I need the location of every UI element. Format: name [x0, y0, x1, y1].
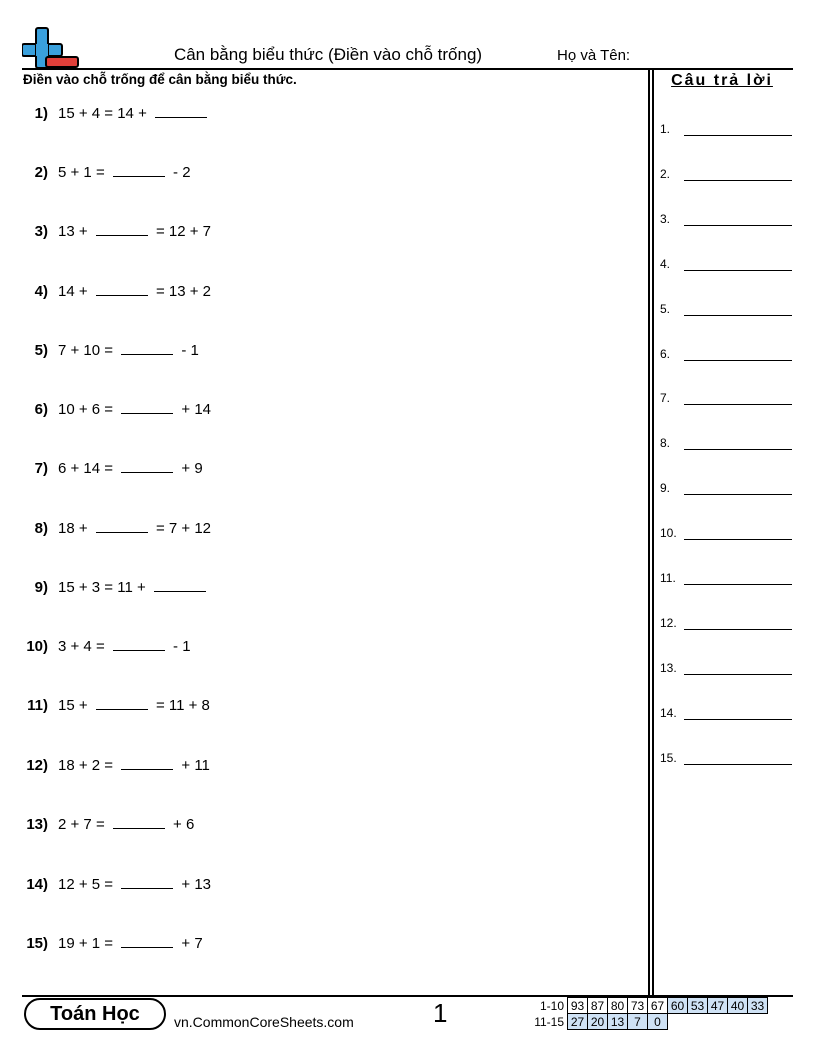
answer-number: 13.	[660, 660, 677, 675]
problem-text-after: + 13	[177, 876, 211, 893]
answer-blank[interactable]	[113, 162, 165, 177]
answer-row	[660, 167, 792, 181]
brand-badge: Toán Học	[24, 998, 166, 1030]
answer-blank[interactable]	[155, 103, 207, 118]
answer-row	[660, 391, 792, 405]
problem-number: 15)	[26, 935, 48, 952]
answer-line[interactable]	[684, 706, 792, 720]
answer-row	[660, 661, 792, 675]
problem-row	[22, 755, 210, 774]
answer-number: 10.	[660, 526, 677, 541]
problem-number: 8)	[34, 520, 48, 537]
page-number: 1	[433, 998, 448, 1028]
score-range-label: 1-10	[539, 998, 564, 1013]
answer-row	[660, 706, 792, 720]
problem-row	[22, 933, 203, 952]
answer-line[interactable]	[684, 302, 792, 316]
problem-text-after: + 6	[168, 816, 195, 833]
problem-text-after: = 7 + 12	[151, 520, 211, 537]
answer-row	[660, 257, 792, 271]
problem-row	[22, 221, 211, 240]
problem-text-before: 6 + 14 =	[58, 460, 118, 477]
answer-number: 7.	[660, 391, 671, 406]
column-divider	[648, 68, 650, 995]
problem-number: 6)	[34, 401, 48, 418]
score-cell: 40	[728, 998, 748, 1014]
problem-number: 11)	[27, 697, 48, 714]
score-row	[528, 1014, 768, 1030]
site-url: vn.CommonCoreSheets.com	[174, 1014, 354, 1030]
problem-number: 14)	[26, 876, 48, 893]
problem-row	[22, 577, 210, 596]
problem-row	[22, 458, 203, 477]
problem-text-before: 15 + 4 = 14 +	[58, 105, 151, 122]
score-cell: 53	[688, 998, 708, 1014]
problem-number: 7)	[34, 460, 48, 477]
answer-row	[660, 122, 792, 136]
problem-text-before: 2 + 7 =	[58, 816, 109, 833]
answer-line[interactable]	[684, 616, 792, 630]
answer-line[interactable]	[684, 751, 792, 765]
worksheet-title: Cân bằng biểu thức (Điền vào chỗ trống)	[173, 45, 483, 64]
answer-row	[660, 526, 792, 540]
score-cell: 47	[708, 998, 728, 1014]
answer-row	[660, 436, 792, 450]
answer-row	[660, 571, 792, 585]
answer-number: 8.	[660, 436, 671, 451]
answer-blank[interactable]	[121, 399, 173, 414]
problem-number: 9)	[34, 579, 48, 596]
answer-row	[660, 302, 792, 316]
answer-number: 3.	[660, 211, 671, 226]
answer-line[interactable]	[684, 526, 792, 540]
score-cell: 93	[568, 998, 588, 1014]
score-cell: 27	[568, 1014, 588, 1030]
problem-text-before: 15 +	[58, 697, 92, 714]
column-divider	[652, 68, 654, 995]
problem-row	[22, 340, 199, 359]
score-cell: 67	[648, 998, 668, 1014]
problem-text-after: = 13 + 2	[151, 283, 211, 300]
answer-line[interactable]	[684, 347, 792, 361]
problem-number: 13)	[26, 816, 48, 833]
problem-row	[22, 874, 211, 893]
answer-row	[660, 751, 792, 765]
answer-number: 1.	[660, 122, 671, 136]
problem-text-before: 14 +	[58, 283, 92, 300]
problem-number: 5)	[34, 342, 48, 359]
answer-blank[interactable]	[154, 577, 206, 592]
problem-text-after: - 1	[168, 638, 191, 655]
score-range-label: 11-15	[534, 1014, 564, 1029]
problem-row	[22, 814, 194, 833]
answer-row	[660, 616, 792, 630]
problem-text-before: 5 + 1 =	[58, 164, 109, 181]
answer-line[interactable]	[684, 167, 792, 181]
problem-text-before: 12 + 5 =	[58, 876, 118, 893]
score-cell: 33	[748, 998, 768, 1014]
problem-text-before: 19 + 1 =	[58, 935, 118, 952]
problem-text-after: = 12 + 7	[151, 223, 211, 240]
problem-text-after: = 11 + 8	[151, 697, 210, 714]
problem-text-after: + 7	[177, 935, 203, 952]
problem-text-before: 15 + 3 = 11 +	[58, 579, 150, 596]
problem-text-before: 3 + 4 =	[58, 638, 109, 655]
problem-text-before: 18 + 2 =	[58, 757, 118, 774]
problem-text-before: 10 + 6 =	[58, 401, 118, 418]
score-row	[528, 998, 768, 1014]
answer-blank[interactable]	[113, 814, 165, 829]
score-table	[528, 997, 768, 1030]
instructions: Điền vào chỗ trống để cân bằng biểu thức.	[23, 72, 297, 87]
answer-line[interactable]	[684, 122, 792, 136]
answer-number: 15.	[660, 750, 677, 765]
answer-number: 9.	[660, 481, 671, 496]
answer-blank[interactable]	[121, 340, 173, 355]
score-cell: 0	[648, 1014, 668, 1030]
problem-text-before: 18 +	[58, 520, 92, 537]
answer-number: 14.	[660, 705, 677, 720]
answer-line[interactable]	[684, 481, 792, 495]
answer-number: 5.	[660, 301, 671, 316]
problem-text-before: 7 + 10 =	[58, 342, 118, 359]
answer-blank[interactable]	[96, 518, 148, 533]
answer-blank[interactable]	[121, 874, 173, 889]
answer-blank[interactable]	[96, 695, 148, 710]
answer-blank[interactable]	[121, 458, 173, 473]
answer-number: 6.	[660, 346, 671, 361]
score-cell: 7	[628, 1014, 648, 1030]
answer-line[interactable]	[684, 391, 792, 405]
problem-row	[22, 399, 211, 418]
problem-number: 4)	[34, 283, 48, 300]
answer-blank[interactable]	[121, 933, 173, 948]
answer-blank[interactable]	[113, 636, 165, 651]
answer-line[interactable]	[684, 257, 792, 271]
problem-text-after: - 1	[177, 342, 199, 359]
answer-blank[interactable]	[96, 281, 148, 296]
answer-line[interactable]	[684, 661, 792, 675]
problem-text-after: - 2	[168, 164, 191, 181]
name-label: Họ và Tên:	[557, 47, 631, 64]
problem-number: 2)	[34, 164, 48, 181]
problem-number: 3)	[34, 223, 48, 240]
score-cell: 20	[588, 1014, 608, 1030]
problem-text-after: + 14	[177, 401, 211, 418]
problem-text-before: 13 +	[58, 223, 92, 240]
answer-line[interactable]	[684, 571, 792, 585]
answer-line[interactable]	[684, 212, 792, 226]
answer-number: 4.	[660, 256, 671, 271]
answer-number: 12.	[660, 615, 677, 630]
problem-number: 1)	[34, 105, 48, 122]
answer-row	[660, 481, 792, 495]
answer-line[interactable]	[684, 436, 792, 450]
problem-number: 12)	[26, 757, 48, 774]
score-cell: 13	[608, 1014, 628, 1030]
answer-number: 11.	[660, 571, 676, 585]
score-cell: 87	[588, 998, 608, 1014]
problem-number: 10)	[26, 638, 48, 655]
answer-blank[interactable]	[96, 221, 148, 236]
score-cell: 73	[628, 998, 648, 1014]
answer-row	[660, 347, 792, 361]
problem-row	[22, 162, 191, 181]
problem-row	[22, 636, 191, 655]
problem-row	[22, 695, 210, 714]
header-divider	[22, 68, 793, 70]
problem-row	[22, 518, 211, 537]
answers-title: Câu trả lời	[671, 72, 773, 89]
score-cell: 60	[668, 998, 688, 1014]
problem-row	[22, 281, 211, 300]
problem-row	[22, 103, 211, 122]
score-cell: 80	[608, 998, 628, 1014]
answer-row	[660, 212, 792, 226]
answer-number: 2.	[660, 166, 671, 181]
answer-blank[interactable]	[121, 755, 173, 770]
problem-text-after: + 9	[177, 460, 203, 477]
problem-text-after: + 11	[177, 757, 210, 774]
